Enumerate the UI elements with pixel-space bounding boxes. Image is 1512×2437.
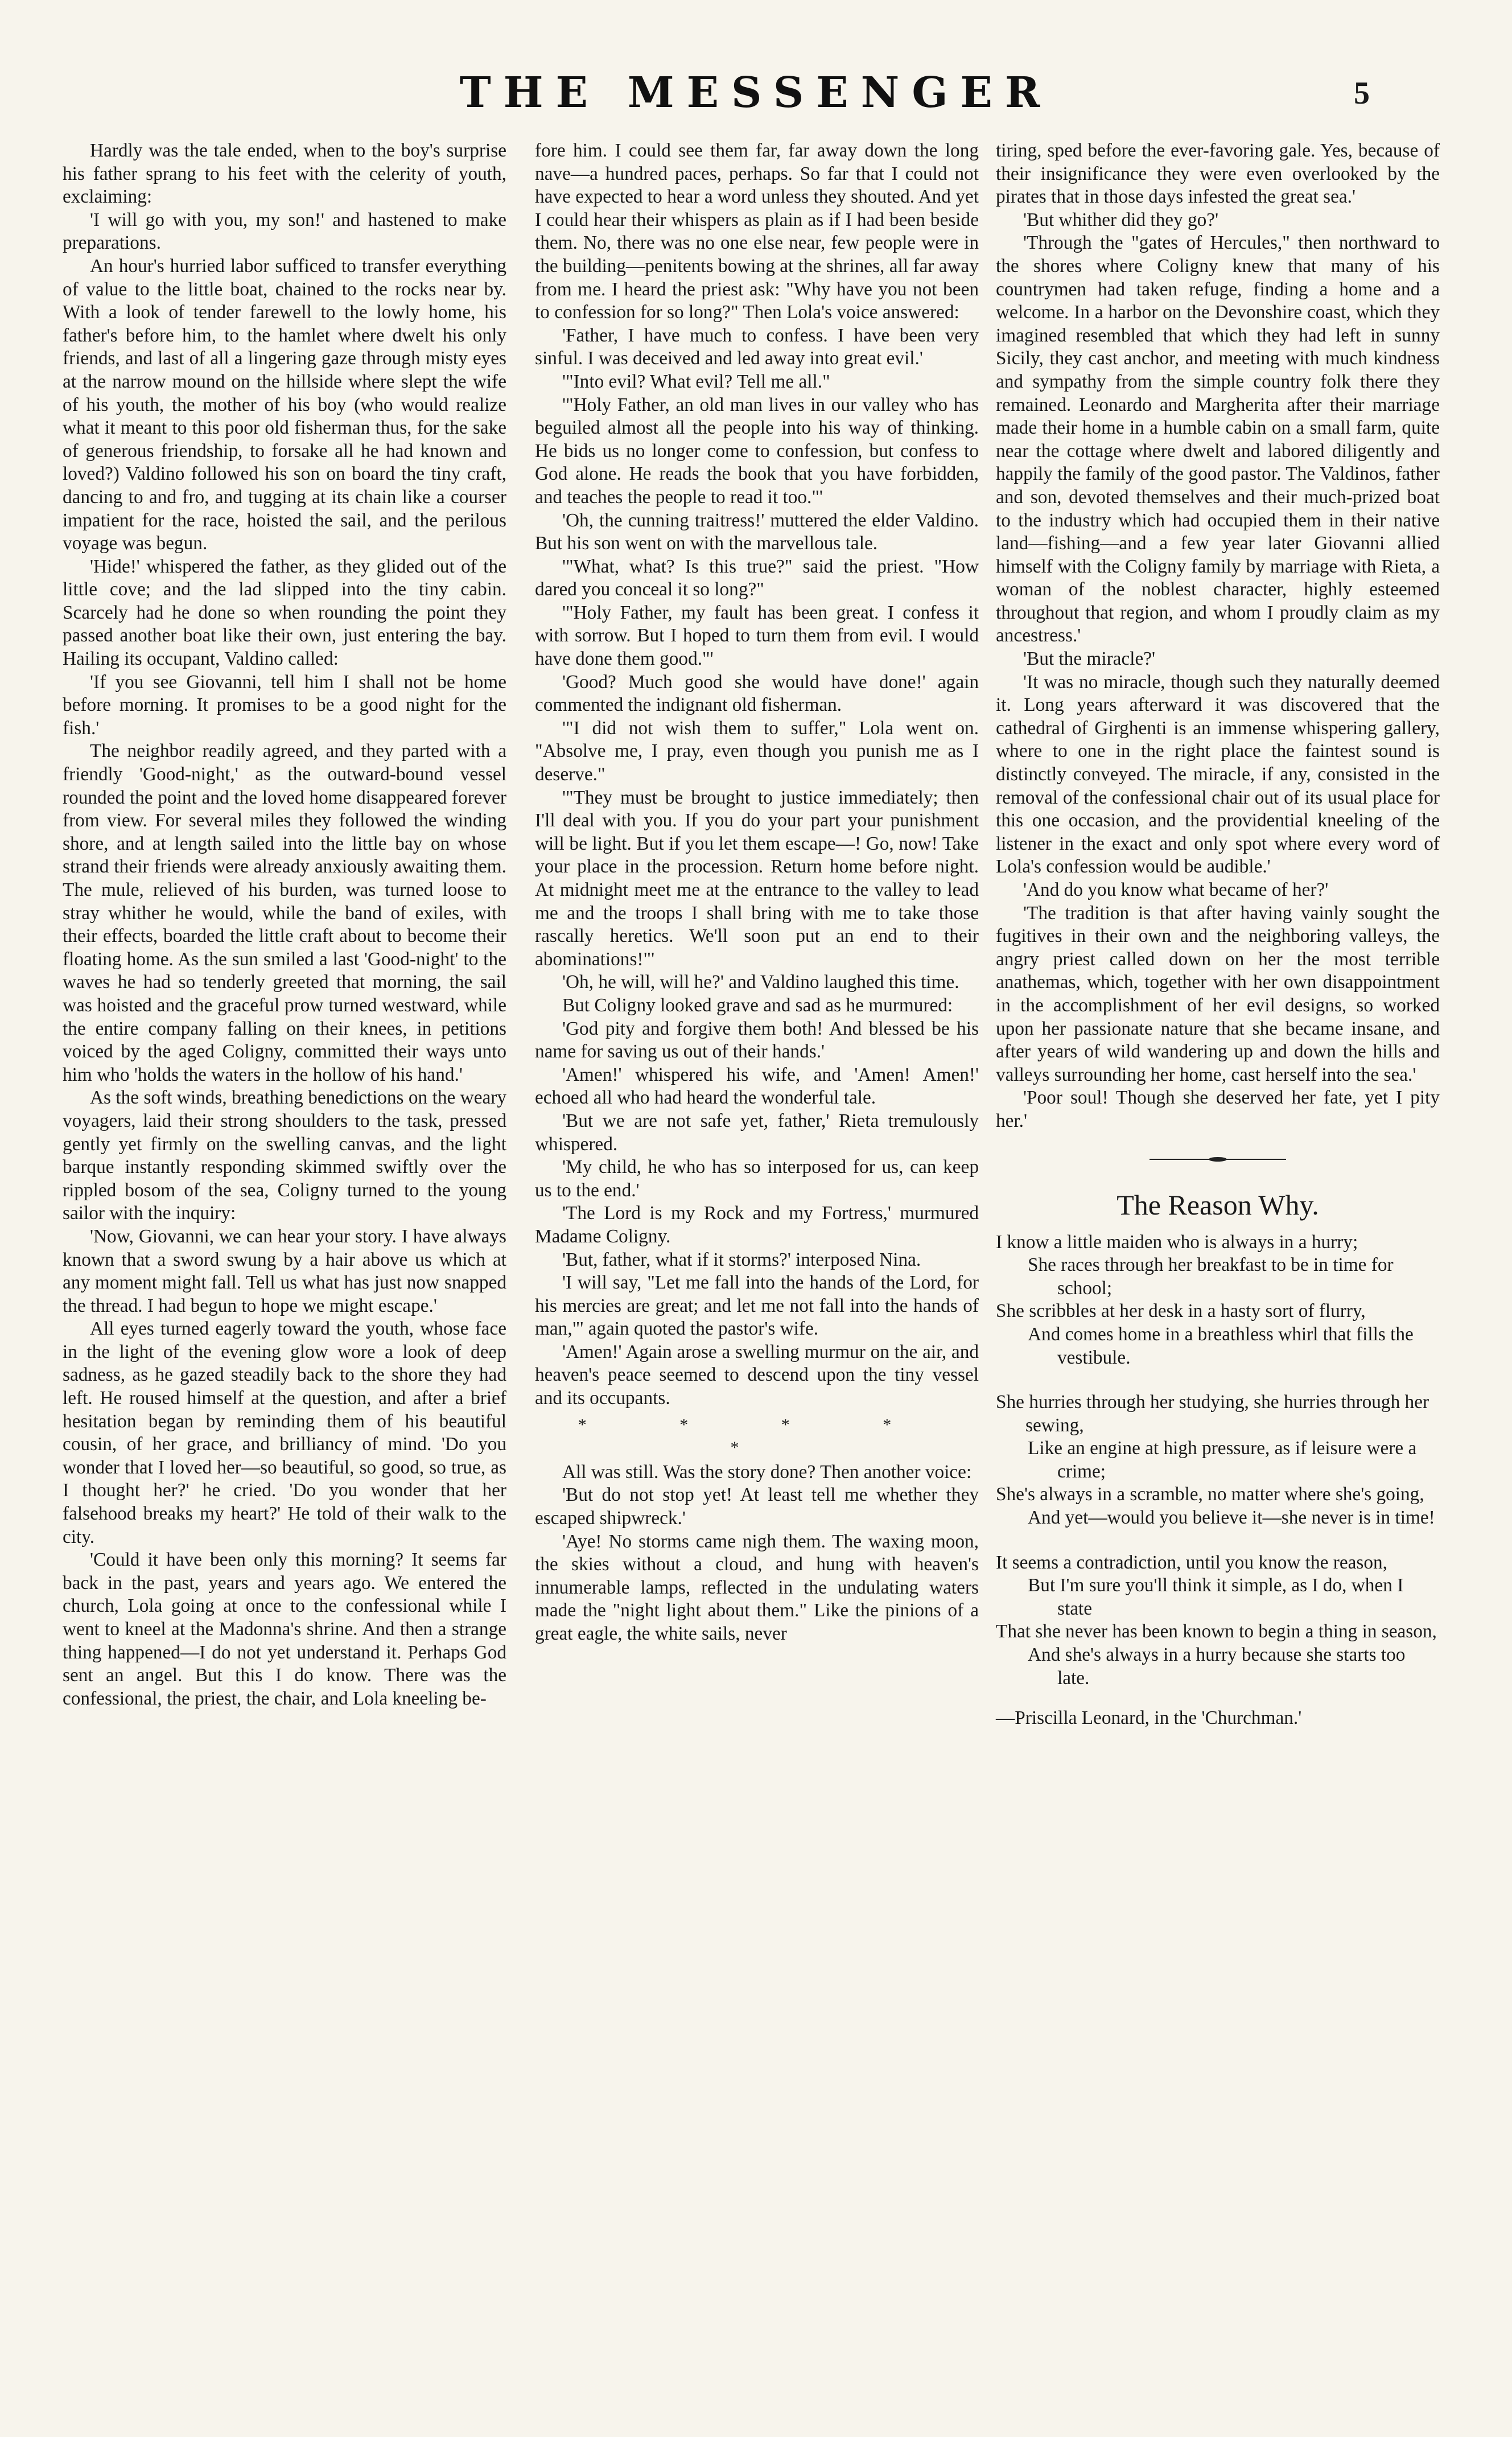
paragraph: '"Holy Father, my fault has been great. I confess it with sorrow. But I hoped to turn them from evil. I would have done them good."' (535, 602, 979, 670)
page-header (0, 0, 1512, 131)
paragraph: 'But the miracle?' (1023, 648, 1156, 670)
paragraph: All was still. Was the story done? Then another voice: (562, 1461, 972, 1483)
paragraph: 'The Lord is my Rock and my Fortress,' murmured Madame Coligny. (535, 1203, 979, 1247)
section-break-stars: * * * * * (578, 1415, 936, 1458)
poem-stanza (996, 1551, 1440, 1690)
poem-line: Like an engine at high pressure, as if leisure were a crime; (1028, 1438, 1417, 1482)
masthead: THE MESSENGER (459, 68, 1053, 117)
poem-line: She races through her breakfast to be in time for school; (1028, 1254, 1394, 1299)
poem-line: She scribbles at her desk in a hasty sort of flurry, (996, 1300, 1366, 1322)
paragraph: 'Father, I have much to confess. I have been very sinful. I was deceived and led away into great evil.' (535, 324, 979, 369)
ornamental-divider (1150, 1157, 1286, 1162)
poem-line: And yet—would you believe it—she never is in time! (1028, 1507, 1435, 1529)
paragraph: 'I will say, "Let me fall into the hands of the Lord, for his mercies are great; and let me not fall into the hands of man,"' again quoted the pastor's wife. (535, 1272, 979, 1340)
paragraph: 'The tradition is that after having vainly sought the fugitives in their own and the neighboring valleys, the angry priest called down on her the most terrible anathemas, which, together with her own disappointment in the accomplishment of her evil designs, so worked upon her passionate nature that she became insane, and after years of wild wandering up and down the hills and valleys surrounding her home, cast herself into the sea.' (996, 902, 1440, 1085)
poem-title: The Reason Why. (1117, 1188, 1319, 1221)
paragraph: '"Into evil? What evil? Tell me all." (562, 371, 830, 392)
paragraph: 'But whither did they go?' (1023, 209, 1219, 230)
paragraph: 'And do you know what became of her?' (1023, 879, 1329, 900)
paragraph: An hour's hurried labor sufficed to transfer everything of value to the little boat, chained to the rocks near by. With a look of tender farewell to the lowly home, his father's before him, to the hamlet where dwelt his only friends, and last of all a lingering gaze through misty eyes at the narrow mound on the hillside where slept the wife of his youth, the mother of his boy (who would realize what it meant to this poor old fisherman thus, for the sake of generous friendship, to forsake all he had known and loved?) Valdino followed his son on board the tiny craft, dancing to and fro, and tugging at its chain like a courser impatient for the race, hoisted the sail, and the perilous voyage was begun. (63, 255, 506, 554)
poem-line: It seems a contradiction, until you know the reason, (996, 1551, 1387, 1573)
paragraph: 'Amen!' whispered his wife, and 'Amen! Amen!' echoed all who had heard the wonderful tale. (535, 1064, 979, 1109)
paragraph: 'Amen!' Again arose a swelling murmur on the air, and heaven's peace seemed to descend upon the tiny vessel and its occupants. (535, 1341, 979, 1409)
column-1 (63, 139, 506, 1710)
paragraph: 'Good? Much good she would have done!' again commented the indignant old fisherman. (535, 671, 979, 716)
paragraph: 'I will go with you, my son!' and hastened to make preparations. (63, 209, 506, 254)
column-2 (535, 139, 979, 1646)
paragraph: 'Aye! No storms came nigh them. The waxing moon, the skies without a cloud, and hung with heaven's innumerable lamps, reflected in the undulating waters made the "night light about them." Like the pinions of a great eagle, the white sails, never (535, 1530, 979, 1644)
poem-line: That she never has been known to begin a thing in season, (996, 1621, 1437, 1642)
poem-line: And she's always in a hurry because she starts too late. (1028, 1644, 1406, 1689)
poem-line: She hurries through her studying, she hurries through her sewing, (996, 1392, 1429, 1436)
paragraph: '"They must be brought to justice immediately; then I'll deal with you. If you do your part your punishment will be light. But if you let them escape—! Go, now! Take your place in the procession. Return home before night. At midnight meet me at the entrance to the valley to lead me and the troops I shall bring with me to take those rascally heretics. We'll soon put an end to their abominations!"' (535, 787, 979, 970)
paragraph: But Coligny looked grave and sad as he murmured: (562, 994, 953, 1016)
paragraph: Hardly was the tale ended, when to the boy's surprise his father sprang to his feet with the celerity of youth, exclaiming: (63, 140, 506, 208)
poem-attribution: —Priscilla Leonard, in the 'Churchman.' (996, 1707, 1302, 1729)
page-number: 5 (1354, 76, 1370, 111)
paragraph-continued: tiring, sped before the ever-favoring gale. Yes, because of their insignificance they were even overlooked by the pirates that in those days infested the great sea.' (996, 140, 1440, 208)
paragraph: '"Holy Father, an old man lives in our valley who has beguiled almost all the people into his way of thinking. He bids us no longer come to confession, but confess to God alone. He reads the book that you have forbidden, and teaches the people to read it too."' (535, 394, 979, 508)
paragraph: 'Oh, he will, will he?' and Valdino laughed this time. (562, 971, 959, 993)
poem-line: I know a little maiden who is always in a hurry; (996, 1231, 1358, 1253)
paragraph: As the soft winds, breathing benedictions on the weary voyagers, laid their strong shoulders to the task, pressed gently yet firmly on the swelling canvas, and the light barque instantly responding skimmed swiftly over the rippled bosom of the sea, Coligny turned to the young sailor with the inquiry: (63, 1087, 506, 1224)
poem-stanza (996, 1391, 1440, 1530)
poem-line: She's always in a scramble, no matter where she's going, (996, 1484, 1424, 1505)
paragraph: 'Oh, the cunning traitress!' muttered the elder Valdino. But his son went on with the marvellous tale. (535, 509, 979, 554)
paragraph: All eyes turned eagerly toward the youth, whose face in the light of the evening glow wore a look of deep sadness, as he gazed steadily back to the shore they had left. He roused himself at the question, and after a brief hesitation began by reminding them of his beautiful cousin, of her grace, and brilliancy of mind. 'Do you wonder that I loved her—so beautiful, so good, so true, as I thought her?' he cried. 'Do you wonder that her falsehood breaks my heart?' He told of their walk to the city. (63, 1318, 506, 1547)
paragraph-continued: fore him. I could see them far, far away down the long nave—a hundred paces, perhaps. So far that I could not have expected to hear a word unless they shouted. And yet I could hear their whispers as plain as if I had been beside them. No, there was no one else near, few people were in the building—penitents bowing at the shrines, all far away from me. I heard the priest ask: "Why have you not been to confession for so long?" Then Lola's voice answered: (535, 140, 979, 323)
paragraph: '"I did not wish them to suffer," Lola went on. "Absolve me, I pray, even though you punish me as I deserve." (535, 717, 979, 785)
column-3 (996, 139, 1440, 1730)
poem-line: But I'm sure you'll think it simple, as I do, when I state (1028, 1575, 1404, 1619)
paragraph: '"What, what? Is this true?" said the priest. "How dared you conceal it so long?" (535, 555, 979, 600)
paragraph: 'If you see Giovanni, tell him I shall not be home before morning. It promises to be a good night for the fish.' (63, 671, 506, 739)
poem-stanza (996, 1231, 1440, 1370)
paragraph: 'Now, Giovanni, we can hear your story. I have always known that a sword swung by a hair above us which at any moment might fall. Tell us what has just now snapped the thread. I had begun to hope we might escape.' (63, 1225, 506, 1316)
paragraph: 'Hide!' whispered the father, as they glided out of the little cove; and the lad slipped into the tiny cabin. Scarcely had he done so when rounding the point they passed another boat like their own, just entering the bay. Hailing its occupant, Valdino called: (63, 555, 506, 670)
paragraph: 'Could it have been only this morning? It seems far back in the past, years and years ago. We entered the church, Lola going at once to the confessional while I went to kneel at the Madonna's shrine. And then a strange thing happened—I do not yet understand it. Perhaps God sent an angel. But this I do know. There was the confessional, the priest, the chair, and Lola kneeling be- (63, 1549, 506, 1709)
poem-line: And comes home in a breathless whirl that fills the vestibule. (1028, 1323, 1414, 1368)
paragraph: 'Poor soul! Though she deserved her fate, yet I pity her.' (996, 1087, 1440, 1131)
paragraph: 'But, father, what if it storms?' interposed Nina. (562, 1249, 921, 1270)
paragraph: 'Through the "gates of Hercules," then northward to the shores where Coligny knew that many of his countrymen had taken refuge, finding a home and a welcome. In a harbor on the Devonshire coast, which they imagined resembled that which they had left in sunny Sicily, they cast anchor, and meeting with much kindness and sympathy from the simple country folk there they remained. Leonardo and Margherita after their marriage made their home in a humble cabin on a small farm, quite near the cottage where dwelt and labored diligently and happily the family of the good pastor. The Valdinos, father and son, devoted themselves and their much-prized boat to the industry which had occupied them in their native land—fishing—and a few year later Giovanni allied himself with the Coligny family by marriage with Rieta, a woman of the noblest character, highly esteemed throughout that region, and whom I proudly claim as my ancestress.' (996, 232, 1440, 647)
paragraph: 'But we are not safe yet, father,' Rieta tremulously whispered. (535, 1110, 979, 1155)
paragraph: 'It was no miracle, though such they naturally deemed it. Long years afterward it was discovered that the cathedral of Girghenti is an immense whispering gallery, where to one in the right place the faintest sound is distinctly conveyed. The miracle, if any, consisted in the removal of the confessional chair out of its usual place for this one occasion, and the providential kneeling of the listener in the exact and only spot where every word of Lola's confession would be audible.' (996, 671, 1440, 878)
paragraph: 'But do not stop yet! At least tell me whether they escaped shipwreck.' (535, 1484, 979, 1529)
paragraph: 'God pity and forgive them both! And blessed be his name for saving us out of their hands.' (535, 1018, 979, 1063)
paragraph: The neighbor readily agreed, and they parted with a friendly 'Good-night,' as the outward-bound vessel rounded the point and the loved home disappeared forever from view. For several miles they followed the winding shore, and at length sailed into the little bay on whose strand their friends were already anxiously awaiting them. The mule, relieved of his burden, was turned loose to stray whither he would, while the band of exiles, with their effects, boarded the little craft about to become their floating home. As the sun smiled a last 'Good-night' to the waves he had so tenderly greeted that morning, the sail was hoisted and the graceful prow turned westward, while the entire company falling on their knees, in petitions voiced by the aged Coligny, committed their ways unto him who 'holds the waters in the hollow of his hand.' (63, 740, 506, 1085)
paragraph: 'My child, he who has so interposed for us, can keep us to the end.' (535, 1156, 979, 1201)
divider-ornament (1209, 1157, 1227, 1162)
